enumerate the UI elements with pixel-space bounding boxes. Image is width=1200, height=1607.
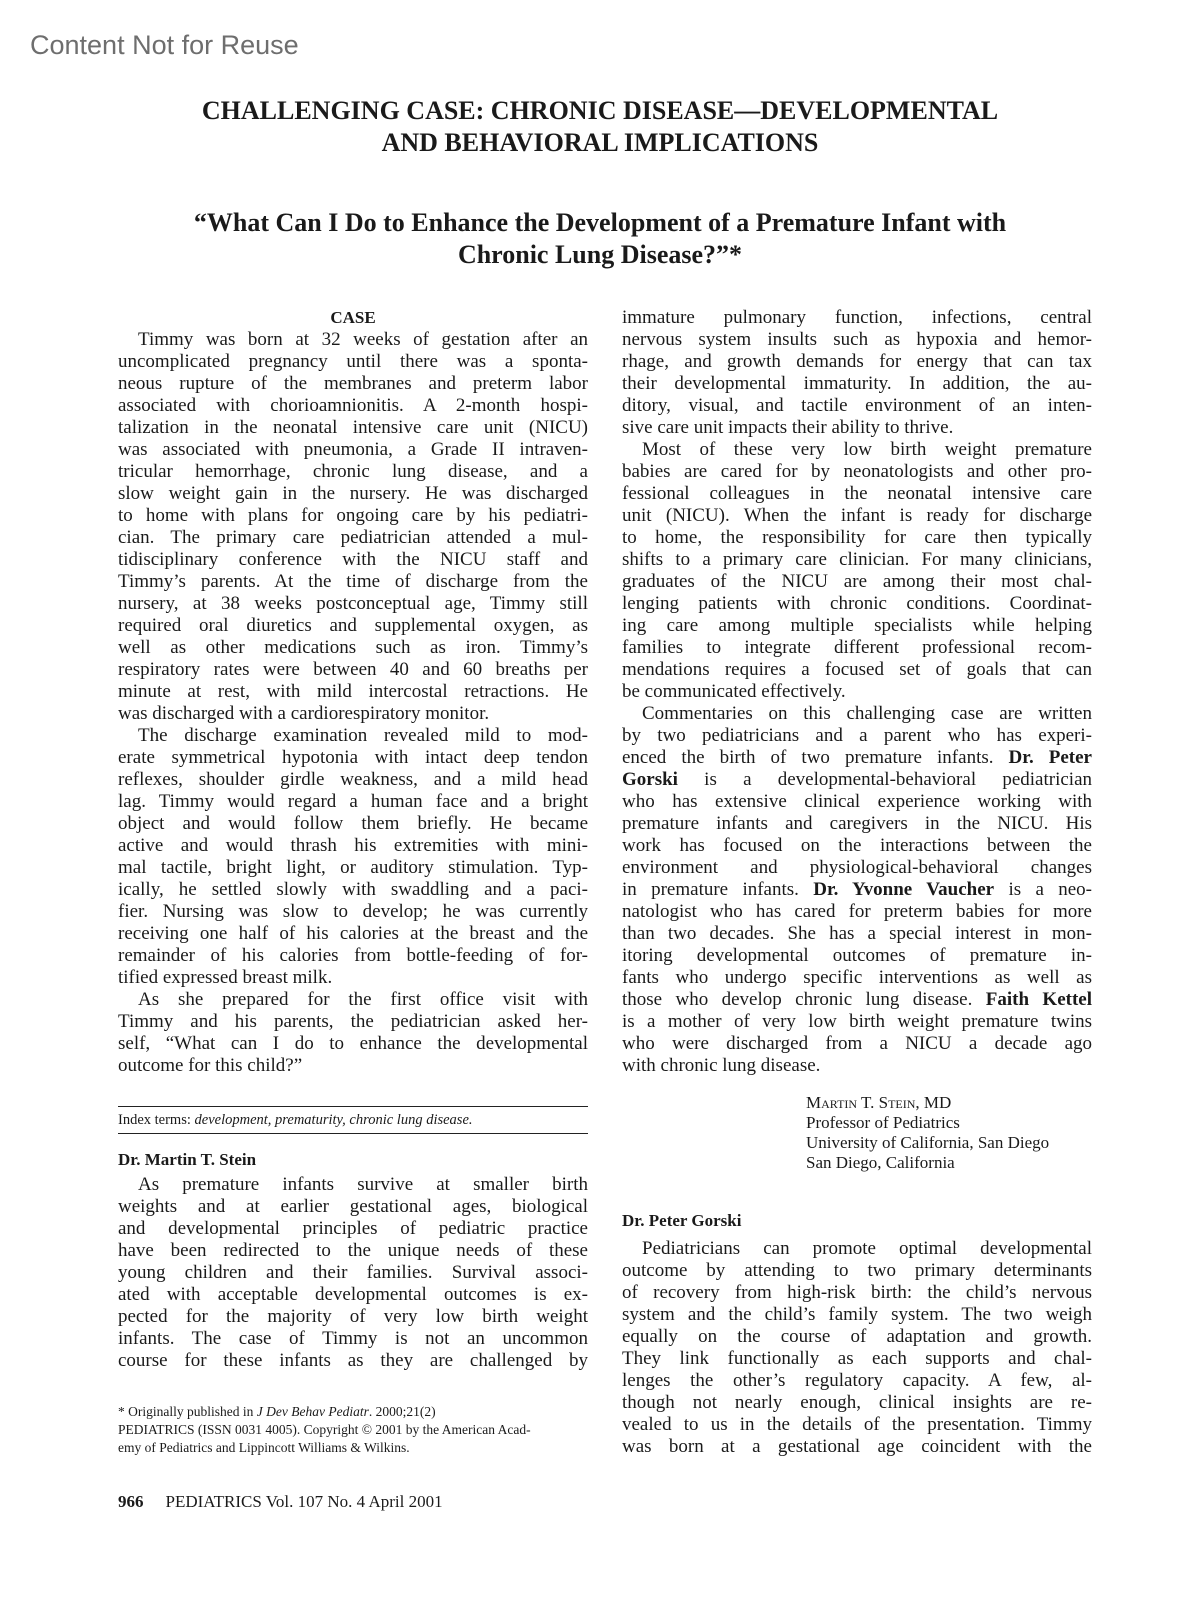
right-column	[622, 307, 1092, 1077]
footnote-citation: . 2000;21(2)	[368, 1404, 436, 1419]
text-line: The discharge examination revealed mild to mod-	[138, 725, 588, 746]
footnote-text: * Originally published in	[118, 1404, 257, 1419]
text-line: young children and their families. Survival associ-	[118, 1262, 588, 1283]
text-line: immature pulmonary function, infections, central	[622, 307, 1092, 328]
author-name: Dr. Yvonne Vaucher	[813, 879, 995, 900]
text-line: slow weight gain in the nursery. He was discharged	[118, 483, 588, 504]
text-line: erate symmetrical hypotonia with intact deep tendon	[118, 747, 588, 768]
text-line: reflexes, shoulder girdle weakness, and a mild head	[118, 769, 588, 790]
text-line: lenging patients with chronic conditions. Coordinat-	[622, 593, 1092, 614]
text-line: course for these infants as they are challenged by	[118, 1350, 588, 1371]
text-line: and developmental principles of pediatric practice	[118, 1218, 588, 1239]
text-line: outcome for this child?”	[118, 1055, 303, 1076]
text-line: remainder of his calories from bottle-feeding of for-	[118, 945, 588, 966]
text-line: Most of these very low birth weight premature	[642, 439, 1092, 460]
text-line: system and the child’s family system. The two weigh	[622, 1304, 1092, 1325]
copyright-line: emy of Pediatrics and Lippincott Williams & Wilkins.	[118, 1440, 410, 1455]
text-line: ated with acceptable developmental outcomes is ex-	[118, 1284, 588, 1305]
text-line: minute at rest, with mild intercostal retractions. He	[118, 681, 588, 702]
signature-title: Professor of Pediatrics	[806, 1113, 960, 1132]
article-section-title	[100, 95, 1100, 159]
text-line: who has extensive clinical experience working with	[622, 791, 1092, 812]
text-line: tricular hemorrhage, chronic lung disease, and a	[118, 461, 588, 482]
index-terms	[118, 1109, 473, 1131]
text-line: nervous system insults such as hypoxia and hemor-	[622, 329, 1092, 350]
author-name: Faith Kettel	[985, 989, 1093, 1010]
text-line: graduates of the NICU are among their most chal-	[622, 571, 1092, 592]
text-line: fants who undergo specific interventions as well as	[622, 967, 1092, 988]
text-line: receiving one half of his calories at the breast and the	[118, 923, 588, 944]
text-line: babies are cared for by neonatologists and other pro-	[622, 461, 1092, 482]
watermark: Content Not for Reuse	[30, 30, 299, 60]
text-line: Gorski is a developmental-behavioral pediatrician	[622, 769, 1092, 790]
text-line: respiratory rates were between 40 and 60 breaths per	[118, 659, 588, 680]
text-line: natologist who has cared for preterm babies for more	[622, 901, 1092, 922]
text-line: environment and physiological-behavioral changes	[622, 857, 1092, 878]
text-line: Timmy’s parents. At the time of discharge from the	[118, 571, 588, 592]
text-line: itoring developmental outcomes of premature in-	[622, 945, 1092, 966]
text-line: enced the birth of two premature infants. Dr. Peter	[622, 747, 1092, 768]
page-number: 966	[118, 1492, 144, 1511]
journal-citation: PEDIATRICS Vol. 107 No. 4 April 2001	[165, 1492, 443, 1511]
case-body	[118, 329, 588, 1077]
text-line: those who develop chronic lung disease. Faith Kettel	[622, 989, 1093, 1010]
text-line: uncomplicated pregnancy until there was a sponta-	[118, 351, 588, 372]
text-line: by two pediatricians and a parent who has experi-	[622, 725, 1092, 746]
text-line: lenges the other’s regulatory capacity. A few, al-	[622, 1370, 1092, 1391]
divider	[118, 1106, 588, 1107]
index-terms-values: development, prematurity, chronic lung disease.	[194, 1112, 473, 1128]
intro-body	[622, 307, 1092, 1077]
text-line: Timmy and his parents, the pediatrician asked her-	[118, 1011, 588, 1032]
text-line: was discharged with a cardiorespiratory monitor.	[118, 703, 490, 724]
text-line: weights and at earlier gestational ages, biological	[118, 1196, 588, 1217]
text-line: cian. The primary care pediatrician attended a mul-	[118, 527, 588, 548]
footnote	[118, 1403, 598, 1457]
text-line: tified expressed breast milk.	[118, 967, 333, 988]
text-line: work has focused on the interactions between the	[622, 835, 1092, 856]
signature-location: San Diego, California	[806, 1153, 955, 1172]
text-line: though not nearly enough, clinical insights are re-	[622, 1392, 1092, 1413]
text-line: unit (NICU). When the infant is ready for discharge	[622, 505, 1092, 526]
footnote-journal: J Dev Behav Pediatr	[256, 1404, 369, 1419]
title-line: CHALLENGING CASE: CHRONIC DISEASE—DEVELOPMENTAL	[201, 96, 999, 125]
text-line: mendations requires a focused set of goals that can	[622, 659, 1092, 680]
text-line: was born at a gestational age coincident with the	[622, 1436, 1092, 1457]
text-line: of recovery from high-risk birth: the child’s nervous	[622, 1282, 1092, 1303]
author-name: Dr. Peter	[1008, 747, 1092, 768]
text-line: neous rupture of the membranes and preterm labor	[118, 373, 588, 394]
text-line: with chronic lung disease.	[622, 1055, 821, 1076]
text-line: to home, the responsibility for care then typically	[622, 527, 1092, 548]
subtitle-line: Chronic Lung Disease?”*	[457, 240, 743, 269]
text-line: was associated with pneumonia, a Grade II intraven-	[118, 439, 588, 460]
text-line: have been redirected to the unique needs of these	[118, 1240, 588, 1261]
text-line: tidisciplinary conference with the NICU staff and	[118, 549, 588, 570]
text-line: active and would thrash his extremities with mini-	[118, 835, 588, 856]
text-line: pected for the majority of very low birth weight	[118, 1306, 588, 1327]
text-line: sive care unit impacts their ability to thrive.	[622, 417, 954, 438]
text-line: They link functionally as each supports and chal-	[622, 1348, 1092, 1369]
page-footer	[118, 1492, 443, 1512]
text-line: self, “What can I do to enhance the developmental	[118, 1033, 588, 1054]
text-line: outcome by attending to two primary determinants	[622, 1260, 1092, 1281]
text-line: Pediatricians can promote optimal developmental	[642, 1238, 1092, 1259]
stein-commentary	[118, 1149, 588, 1372]
index-terms-label: Index terms:	[118, 1112, 195, 1128]
text-line: As premature infants survive at smaller birth	[138, 1174, 588, 1195]
text-line: required oral diuretics and supplemental oxygen, as	[118, 615, 588, 636]
text-line: rhage, and growth demands for energy that can tax	[622, 351, 1092, 372]
text-line: fessional colleagues in the neonatal intensive care	[622, 483, 1092, 504]
signature-affiliation: University of California, San Diego	[806, 1133, 1050, 1152]
signature-name: Martin T. Stein, MD	[806, 1093, 952, 1112]
text-line: talization in the neonatal intensive care unit (NICU)	[118, 417, 588, 438]
text-line: well as other medications such as iron. Timmy’s	[118, 637, 588, 658]
text-line: shifts to a primary care clinician. For many clinicians,	[622, 549, 1092, 570]
text-line: who were discharged from a NICU a decade ago	[622, 1033, 1092, 1054]
text-line: vealed to us in the details of the presentation. Timmy	[622, 1414, 1092, 1435]
author-name: Gorski	[622, 769, 678, 790]
text-line: to home with plans for ongoing care by his pediatri-	[118, 505, 588, 526]
text-line: ically, he settled slowly with swaddling and a paci-	[118, 879, 588, 900]
divider	[118, 1133, 588, 1134]
text-line: object and would follow them briefly. He became	[118, 813, 588, 834]
stein-heading: Dr. Martin T. Stein	[118, 1150, 257, 1169]
signature-block	[806, 1093, 1049, 1173]
text-line: As she prepared for the first office visit with	[138, 989, 588, 1010]
subtitle-line: “What Can I Do to Enhance the Development of a Premature Infant with	[193, 208, 1007, 237]
text-line: is a mother of very low birth weight premature twins	[622, 1011, 1092, 1032]
text-line: fier. Nursing was slow to develop; he was currently	[118, 901, 588, 922]
text-line: in premature infants. Dr. Yvonne Vaucher is a neo-	[622, 879, 1092, 900]
text-line: ditory, visual, and tactile environment of an inten-	[622, 395, 1092, 416]
text-line: be communicated effectively.	[622, 681, 846, 702]
text-line: Timmy was born at 32 weeks of gestation after an	[138, 329, 588, 350]
text-line: their developmental immaturity. In addition, the au-	[622, 373, 1092, 394]
title-line: AND BEHAVIORAL IMPLICATIONS	[381, 128, 819, 157]
text-line: lag. Timmy would regard a human face and a bright	[118, 791, 588, 812]
text-line: ing care among multiple specialists while helping	[622, 615, 1092, 636]
text-line: equally on the course of adaptation and growth.	[622, 1326, 1092, 1347]
stein-body	[118, 1174, 588, 1372]
gorski-body	[622, 1238, 1092, 1458]
gorski-commentary	[622, 1210, 1092, 1458]
text-line: mal tactile, bright light, or auditory stimulation. Typ-	[118, 857, 588, 878]
gorski-heading: Dr. Peter Gorski	[622, 1211, 742, 1230]
case-heading: CASE	[330, 308, 376, 327]
text-line: families to integrate different professional recom-	[622, 637, 1092, 658]
article-title	[100, 207, 1100, 271]
left-column	[118, 307, 588, 1077]
text-line: Commentaries on this challenging case are written	[642, 703, 1092, 724]
text-line: infants. The case of Timmy is not an uncommon	[118, 1328, 588, 1349]
text-line: nursery, at 38 weeks postconceptual age, Timmy still	[118, 593, 588, 614]
copyright-line: PEDIATRICS (ISSN 0031 4005). Copyright © 2001 by the American Acad-	[118, 1422, 531, 1437]
text-line: associated with chorioamnionitis. A 2-month hospi-	[118, 395, 588, 416]
text-line: than two decades. She has a special interest in mon-	[622, 923, 1092, 944]
text-line: premature infants and caregivers in the NICU. His	[622, 813, 1092, 834]
